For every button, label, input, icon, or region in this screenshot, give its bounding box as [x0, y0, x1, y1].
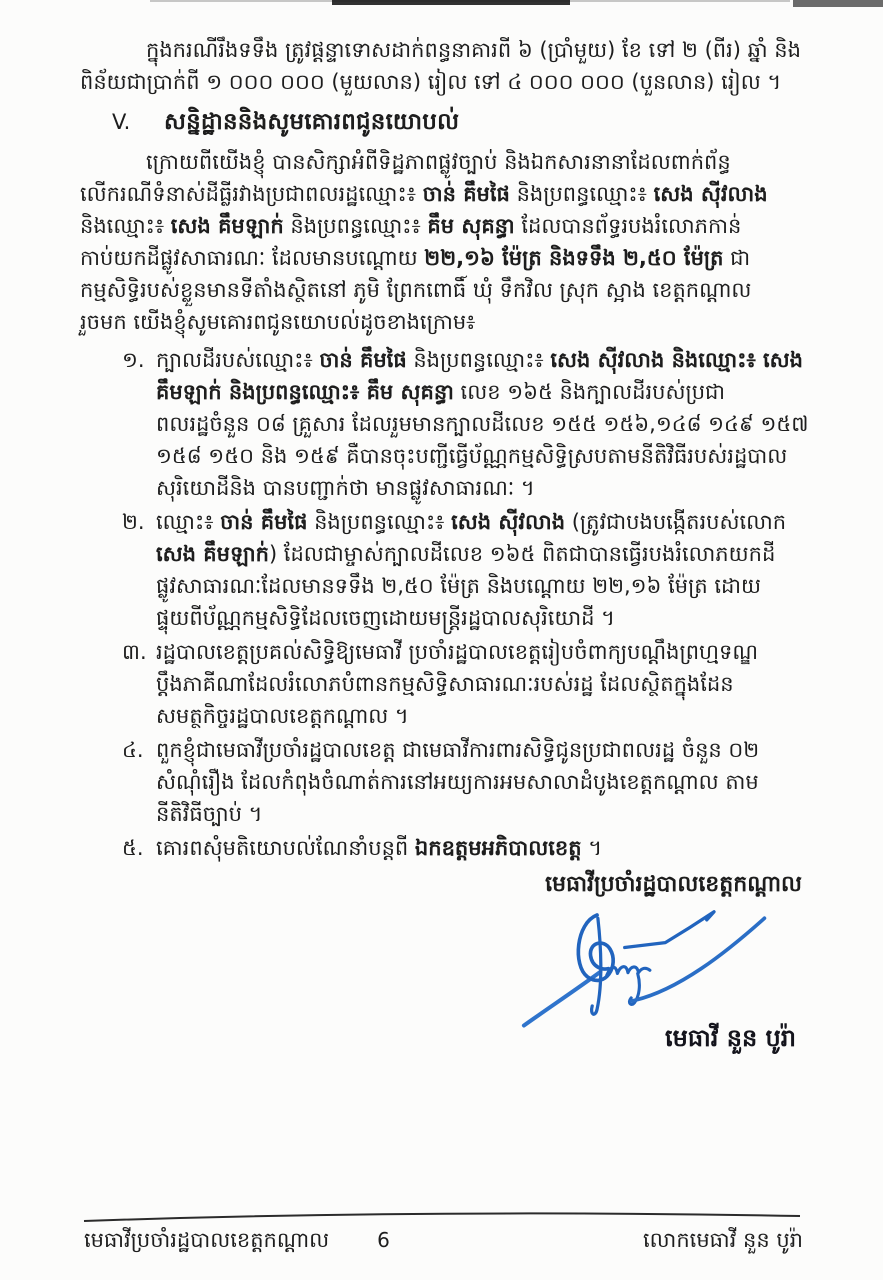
list-item-2: [122, 506, 812, 634]
section-number: V.: [112, 110, 131, 134]
list-item-3: [122, 636, 812, 732]
opinion-list: [80, 344, 812, 864]
signature-ink: [490, 902, 800, 1032]
paragraph-case-summary: ក្រោយពីយើងខ្ញុំ បានសិក្សាអំពីទិដ្ឋភាពផ្លូវច្បាប់ និងឯកសារនានាដែលពាក់ព័ន្ធ លើករណីទំនាស់ដីធ្លីរវាងប្រជាពលរដ្ឋឈ្មោះ៖ ចាន់ គឹមផៃ និងប្រពន្ធឈ្មោះ៖ សេង ស៊ីវលាង និងឈ្មោះ៖ សេង គឹមឡាក់ និងប្រពន្ធឈ្មោះ៖ គឹម សុគន្ធា ដែលបានព័ទ្ធរបងរំលោភកាន់ កាប់យកដីផ្លូវសាធារណៈ ដែលមានបណ្តោយ ២២,១៦ ម៉ែត្រ និងទទឹង ២,៥០ ម៉ែត្រ ជា កម្មសិទ្ធិរបស់ខ្លួនមានទីតាំងស្ថិតនៅ ភូមិ ព្រែកពោធិ៍ ឃុំ ទឹកវិល ស្រុក ស្អាង ខេត្តកណ្តាល រួចមក យើងខ្ញុំសូមគោរពជូនយោបល់ដូចខាងក្រោម៖: [80, 150, 768, 334]
signature-area: [80, 902, 812, 1034]
scan-artifact-bar-right: [793, 0, 883, 7]
signer-name: មេធាវី នួន បូរ៉ា: [665, 1024, 796, 1052]
footer-rule: [0, 1207, 883, 1225]
page-number: 6: [377, 1228, 390, 1252]
page-footer: [0, 1207, 883, 1258]
list-item-text: ពួកខ្ញុំជាមេធាវីប្រចាំរដ្ឋបាលខេត្ត ជាមេធាវីការពារសិទ្ធិជូនប្រជាពលរដ្ឋ ចំនួន ០២ សំណុំរឿង ដែលកំពុងចំណាត់ការនៅអយ្យការអមសាលាដំបូងខេត្តកណ្តាល តាម នីតិវិធីច្បាប់ ។: [156, 738, 760, 826]
footer-left-text: មេធាវីប្រចាំរដ្ឋបាលខេត្តកណ្តាល: [84, 1228, 330, 1252]
paragraph-penalty-clause: ក្នុងករណីរឹងទទឹង ត្រូវផ្តន្ទាទោសដាក់ពន្ធនាគារពី ៦ (ប្រាំមួយ) ខែ ទៅ ២ (ពីរ) ឆ្នាំ និង ពិន័យជាប្រាក់ពី ១ ០០០ ០០០ (មួយលាន) រៀល ទៅ ៤ ០០០ ០០០ (បួនលាន) រៀល ។: [80, 38, 801, 94]
list-item-number: ៥.: [122, 836, 144, 860]
list-item-1: [122, 344, 812, 504]
list-item-text: ឈ្មោះ៖ ចាន់ គឹមផៃ និងប្រពន្ធឈ្មោះ៖ សេង ស៊ីវលាង (ត្រូវជាបងបង្កើតរបស់លោក សេង គឹមឡាក់) ដែលជាម្ចាស់ក្បាលដីលេខ ១៦៥ ពិតជាបានធ្វើរបងរំលោភយកដី ផ្លូវសាធារណៈដែលមានទទឹង ២,៥០ ម៉ែត្រ និងបណ្តោយ ២២,១៦ ម៉ែត្រ ដោយ ផ្ទុយពីប័ណ្ណកម្មសិទ្ធិដែលចេញដោយមន្ត្រីរដ្ឋបាលសុរិយោដី ។: [156, 510, 787, 630]
list-item-number: ១.: [122, 348, 145, 372]
footer-right-text: លោកមេធាវី នួន បូរ៉ា: [643, 1228, 803, 1252]
list-item-4: [122, 734, 812, 830]
scan-artifact-bar-left: [332, 0, 570, 5]
list-item-number: ៣.: [122, 640, 147, 664]
section-title: សន្និដ្ឋាននិងសូមគោរពជូនយោបល់: [164, 109, 460, 135]
list-item-number: ៤.: [122, 738, 144, 762]
list-item-text: ក្បាលដីរបស់ឈ្មោះ៖ ចាន់ គឹមផៃ និងប្រពន្ធឈ្មោះ៖ សេង ស៊ីវលាង និងឈ្មោះ៖ សេង គឹមឡាក់ និងប្រពន្ធឈ្មោះ៖ គឹម សុគន្ធា លេខ ១៦៥ និងក្បាលដីរបស់ប្រជា ពលរដ្ឋចំនួន ០៨ គ្រួសារ ដែលរួមមានក្បាលដីលេខ ១៥៥ ១៥៦,១៤៨ ១៤៩ ១៥៧ ១៥៨ ១៥០ និង ១៥៩ គឺបានចុះបញ្ជីធ្វើប័ណ្ណកម្មសិទ្ធិស្របតាមនីតិវិធីរបស់រដ្ឋបាល សុរិយោដីនិង បានបញ្ជាក់ថា មានផ្លូវសាធារណៈ ។: [156, 348, 809, 500]
document-body: [80, 34, 812, 1056]
signature-block-title: មេធាវីប្រចាំរដ្ឋបាលខេត្តកណ្តាល: [545, 872, 802, 897]
section-heading: [80, 106, 812, 142]
list-item-number: ២.: [122, 510, 145, 534]
list-item-text: គោរពសុំមតិយោបល់ណែនាំបន្តពី ឯកឧត្តមអភិបាលខេត្ត ។: [156, 836, 603, 860]
list-item-5: [122, 832, 812, 864]
list-item-text: រដ្ឋបាលខេត្តប្រគល់សិទ្ធិឱ្យមេធាវី ប្រចាំរដ្ឋបាលខេត្តរៀបចំពាក្យបណ្តឹងព្រហ្មទណ្ឌ ប្តឹងភាគីណាដែលរំលោភបំពានកម្មសិទ្ធិសាធារណៈរបស់រដ្ឋ ដែលស្ថិតក្នុងដែន សមត្ថកិច្ចរដ្ឋបាលខេត្តកណ្តាល ។: [156, 640, 759, 728]
